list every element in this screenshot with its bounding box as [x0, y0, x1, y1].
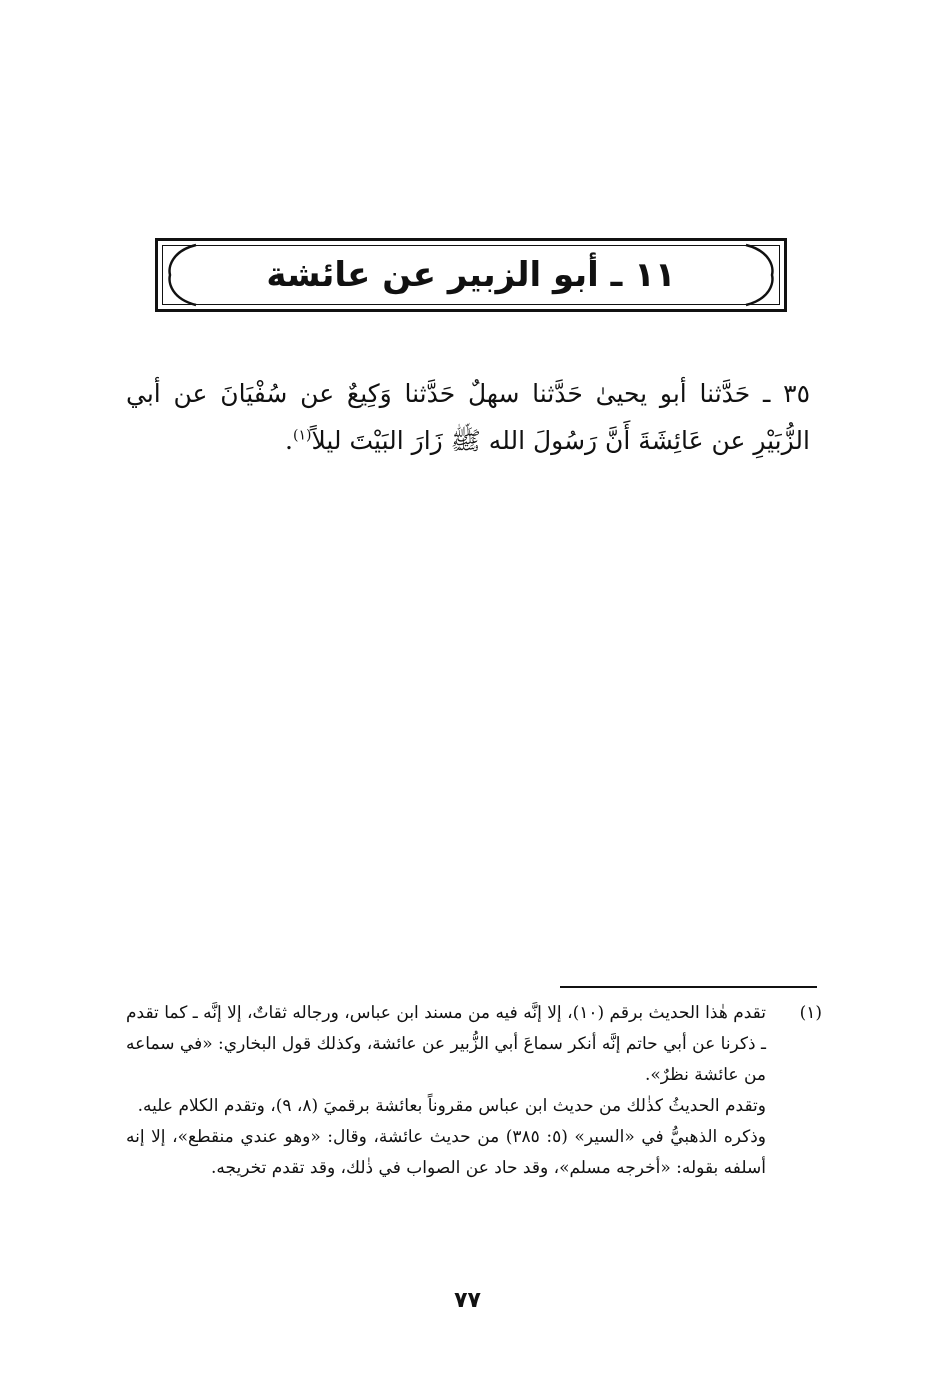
footnote-number: (١) — [799, 1003, 822, 1023]
footnote-separator — [560, 986, 817, 988]
hadith-body: ٣٥ ـ حَدَّثنا أبو يحيىٰ حَدَّثنا سهلٌ حَدَّثنا وَكِيعٌ عن سُفْيَانَ عن أبي الزُّبَيْرِ عن عَائِشَةَ أَنَّ رَسُولَ الله ﷺ زَارَ البَيْتَ ليلاً — [126, 379, 810, 455]
footnote-reference: (١) — [292, 427, 312, 444]
chapter-title: ١١ ـ أبو الزبير عن عائشة — [266, 255, 676, 295]
footnote-1 — [126, 998, 822, 1184]
footnote-paragraph: تقدم هٰذا الحديث برقم (١٠)، إلا إنَّه فيه من مسند ابن عباس، ورجاله ثقاتٌ، إلا إنَّه ـ كما تقدم ـ ذكرنا عن أبي حاتم إنَّه أنكر سماعَ أبي الزُّبير عن عائشة، وكذلك قول البخاري: «في سماعه من عائشة نظرٌ». — [126, 1003, 767, 1085]
page-number: ٧٧ — [454, 1288, 481, 1313]
footnotes — [126, 998, 822, 1184]
hadith-text — [126, 370, 810, 464]
chapter-title-frame — [155, 238, 787, 312]
footnote-body — [126, 998, 766, 1184]
hadith-end-mark: . — [285, 426, 293, 455]
footnote-paragraph: وتقدم الحديثُ كذٰلك من حديث ابن عباس مقروناً بعائشة برقميَ (٨، ٩)، وتقدم الكلام عليه. — [137, 1096, 766, 1116]
footnote-paragraph: وذكره الذهبيُّ في «السير» (٥: ٣٨٥) من حديث عائشة، وقال: «وهو عندي منقطع»، إلا إنه أسلفه بقوله: «أخرجه مسلم»، وقد حاد عن الصواب في ذٰلك، وقد تقدم تخريجه. — [126, 1127, 766, 1178]
